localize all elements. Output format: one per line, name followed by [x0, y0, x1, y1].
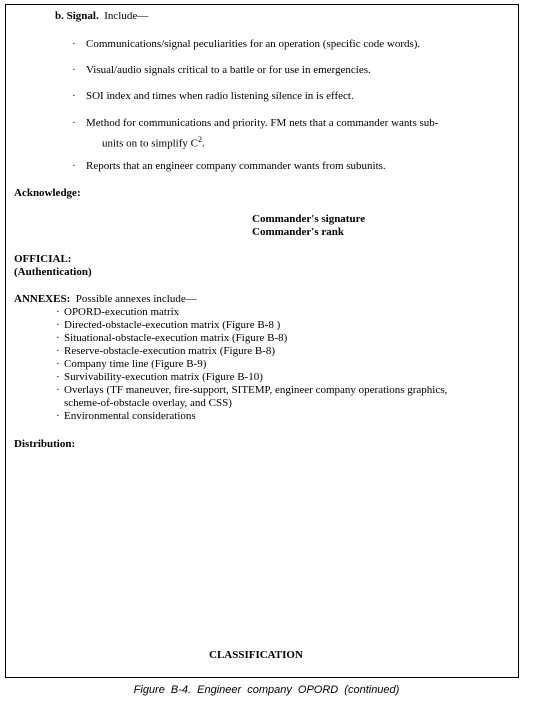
signal-bullet-1: Communications/signal peculiarities for an operation (specific code words). — [86, 38, 421, 50]
signal-bullet-4-end: . — [201, 137, 205, 150]
annexes-intro: Possible annexes include— — [75, 293, 197, 305]
authentication-label: (Authentication) — [14, 266, 92, 278]
signal-heading: b. Signal. — [55, 10, 99, 22]
commander-signature: Commander's signature — [252, 213, 366, 225]
signal-bullet-4-line2 — [102, 133, 205, 151]
signal-bullet-4-text: units on to simplify C — [102, 137, 198, 150]
annexes-label: ANNEXES: — [14, 293, 71, 305]
signal-bullet-dot: · — [72, 64, 76, 76]
signal-bullet-4-line1: Method for communications and priority. FM nets that a commander wants sub- — [86, 117, 439, 129]
signal-intro: Include— — [104, 10, 149, 22]
signal-heading-line — [55, 10, 148, 23]
signal-bullet-dot: · — [72, 38, 76, 50]
classification-label: CLASSIFICATION — [209, 649, 303, 661]
official-label: OFFICIAL: — [14, 253, 72, 265]
signal-bullet-dot: · — [72, 160, 76, 172]
commander-rank: Commander's rank — [252, 226, 344, 238]
superscript-2: 2 — [197, 135, 202, 144]
signal-bullet-3: SOI index and times when radio listening silence in is effect. — [86, 90, 354, 102]
signal-bullet-5: Reports that an engineer company commander wants from subunits. — [86, 160, 386, 172]
annexes-line — [14, 293, 197, 306]
signal-bullet-dot: · — [72, 90, 76, 102]
signal-bullet-2: Visual/audio signals critical to a battle or for use in emergencies. — [86, 64, 371, 76]
figure-caption: Figure B-4. Engineer company OPORD (continued) — [133, 684, 400, 696]
acknowledge-label: Acknowledge: — [14, 187, 81, 199]
signal-bullet-dot: · — [72, 117, 76, 129]
distribution-label: Distribution: — [14, 438, 76, 450]
